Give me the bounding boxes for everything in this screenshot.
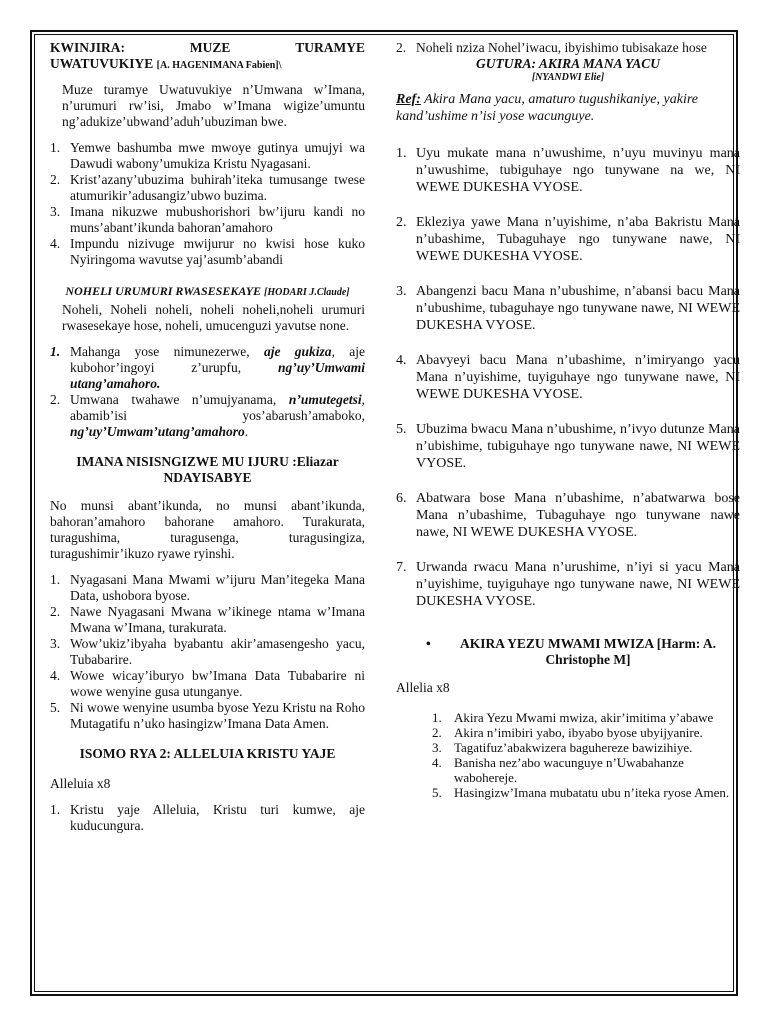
list-item [50,636,365,668]
list-item [432,755,740,785]
item-number: 1. [50,802,61,817]
item-text-emphasis: n’umutegetsi [288,392,362,407]
item-text: Wowe wicay’iburyo bw’Imana Data Tubabarire ni wowe wenyine gusa utunganye. [70,668,365,699]
verse-list [50,344,365,440]
section-subtitle: Allelia x8 [396,680,450,695]
list-item [50,572,365,604]
section-noheli [50,284,365,440]
verse-list [396,145,740,610]
section-imana [50,454,365,732]
list-item [432,710,740,725]
item-number: 2. [50,392,61,407]
verse-list [50,802,365,834]
item-number: 3. [396,284,407,299]
section-title [50,40,365,56]
item-text: Ubuzima bwacu Mana n’ubushime, n’ivyo dutunze Mana n’ubishime, tubiguhaye ngo tunywane nawe, NI WEWE VYOSE. [416,422,740,471]
item-text: Ni wowe wenyine usumba byose Yezu Kristu na Roho Mutagatifu n’uko hasingizw’Imana Data Amen. [70,700,365,731]
section-title-line2 [50,56,365,74]
right-column [396,40,740,800]
item-text: Nawe Nyagasani Mwana w’ikinege ntama w’Imana Mwana w’Imana, turakurata. [70,604,365,635]
item-text: Kristu yaje Alleluia, Kristu turi kumwe, aje kuducungura. [70,802,365,833]
list-item [50,700,365,732]
item-text: Akira n’imibiri yabo, ibyabo byose ubyijyanire. [454,725,703,740]
item-text: Krist’azany’ubuzima buhirah’iteka tumusange twese atumurikir’adusangiz’ubwo buzima. [70,172,365,203]
item-number: 5. [396,422,407,437]
list-item [50,204,365,236]
refrain [396,91,740,125]
title-text: AKIRA YEZU MWAMI MWIZA [Harm: A. Christophe M] [460,636,716,667]
item-text: , abamib’isi yos’abarush’amaboko, [70,392,366,423]
list-item [396,352,740,403]
item-text: Urwanda rwacu Mana n’urushime, n’iyi si yacu Mana n’uyishime, tuyiguhaye ngo tunywane nawe, NI WEWE DUKESHA VYOSE. [416,560,740,609]
item-number: 1. [396,146,407,161]
item-text: Mahanga yose nimunezerwe, [70,344,250,359]
refrain-text: Akira Mana yacu, amaturo tugushikaniye, yakire kand’ushime n’isi yose wacunguye. [396,92,698,124]
list-item [50,604,365,636]
item-number: 1. [50,140,61,155]
item-text-emphasis: ng’uy’Umwam’utang’amahoro [70,424,245,439]
item-text: , aje kubohor’ingoyi z’urupfu, [70,344,365,375]
section-title [396,636,740,668]
intro-paragraph: No munsi abant’ikunda, no munsi abant’ikunda, bahoran’amahoro bahorane amahoro. Turakurata, turagushima, turagusenga, turagusingiza, turagushimir’ikuzo ryawe ryinshi. [50,498,365,561]
item-text-emphasis: ng’uy’Umwami utang’amahoro. [70,360,365,391]
title-word: TURAMYE [295,40,365,55]
author: [A. HAGENIMANA Fabien]\ [156,60,282,71]
item-text: Yemwe bashumba mwe mwoye gutinya umujyi wa Dawudi wabony’umukiza Kristu Nyagasani. [70,140,365,171]
section-title [50,284,365,300]
title-word: MUZE [189,40,231,55]
author: [HODARI J.Claude] [264,287,350,298]
item-number: 2. [396,40,407,55]
section-title: ISOMO RYA 2: ALLELUIA KRISTU YAJE [79,746,336,761]
item-text: Banisha nez’abo wacunguye n’Uwabahanze wabohereje. [454,755,684,785]
list-item [396,421,740,472]
section-isomo [50,746,365,834]
item-text: Abatwara bose Mana n’ubashime, n’abatwarwa bose Mana n’ubashime, Tubaguhaye ngo tunywane nawe nawe, NI WEWE DUKESHA VYOSE. [416,491,740,540]
refrain-paragraph: Noheli, Noheli noheli, noheli noheli,noheli urumuri rwasesekaye hose, noheli, umucenguzi yavutse none. [62,302,365,333]
item-number: 4. [396,353,407,368]
list-item [396,490,740,541]
item-text: Akira Yezu Mwami mwiza, akir’imitima y’abawe [454,710,714,725]
list-item [50,344,365,392]
item-number: 2. [396,215,407,230]
list-item [396,145,740,196]
section-akira-yezu [396,636,740,800]
item-text: Imana nikuzwe mubushorishori bw’ijuru kandi no muns’abant’ikunda bahoran’amahoro [70,204,365,235]
list-item [432,725,740,740]
item-number: 4. [50,236,61,251]
item-number: 3. [50,204,61,219]
item-text: Nyagasani Mana Mwami w’ijuru Man’itegeka Mana Data, ushobora byose. [70,572,365,603]
verse-list [50,140,365,268]
list-item [50,236,365,268]
list-item [396,214,740,265]
item-number: 1. [432,710,442,725]
verse-list [50,572,365,732]
section-kwinjira [50,40,365,268]
intro-paragraph: Muze turamye Uwatuvukiye n’Umwana w’Imana, n’urumuri rw’isi, Jmabo w’Imana wigize’umuntu ng’adukize’ubwand’aduh’ubuziman bwe. [62,82,365,129]
refrain-label: Ref: [396,92,421,107]
item-number: 3. [432,740,442,755]
list-item [396,40,740,56]
list-item [50,172,365,204]
item-number: 5. [50,700,61,715]
item-text: Abangenzi bacu Mana n’ubushime, n’abansi bacu Mana n’ubushime, tubaguhaye ngo tunywane nawe, NI WEWE DUKESHA VYOSE. [416,284,740,333]
section-title: GUTURA: AKIRA MANA YACU [476,56,660,71]
item-text: Uyu mukate mana n’uwushime, n’uyu muvinyu mana n’uwushime, tubiguhaye ngo tunywane na we, NI WEWE DUKESHA VYOSE. [416,146,740,195]
list-item [396,559,740,610]
item-text-emphasis: aje gukiza [264,344,332,359]
list-item [50,392,365,440]
item-number: 2. [432,725,442,740]
item-number: 7. [396,560,407,575]
item-number: 4. [432,755,442,770]
list-item [50,140,365,172]
title-text: NOHELI URUMURI RWASESEKAYE [65,284,262,298]
item-number: 5. [432,785,442,800]
item-text: Umwana twahawe n’umujyanama, [70,392,277,407]
section-gutura [396,56,740,610]
list-item [432,785,740,800]
section-title: IMANA NISISNGIZWE MU IJURU :Eliazar NDAYISABYE [76,454,339,485]
item-text: . [244,424,249,439]
item-text: Wow’ukiz’ibyaha byabantu akir’amasengesho yacu, Tubabarire. [70,636,365,667]
title-word: KWINJIRA: [50,40,126,55]
author: [NYANDWI Elie] [531,72,605,83]
item-text: Ekleziya yawe Mana n’uyishime, n’aba Bakristu Mana n’ubashime, Tubaguhaye ngo tunywane nawe, NI WEWE DUKESHA VYOSE. [416,215,740,264]
item-number: 3. [50,636,61,651]
item-number: 1. [50,344,61,359]
item-text: Abavyeyi bacu Mana n’ubashime, n’imiryango yacu Mana n’uyishime, tuyiguhaye ngo tunywane nawe, NI WEWE DUKESHA VYOSE. [416,353,740,402]
item-number: 1. [50,572,61,587]
bullet-icon: • [426,636,431,651]
title-word: UWATUVUKIYE [50,56,154,71]
item-number: 6. [396,491,407,506]
item-text: Hasingizw’Imana mubatatu ubu n’iteka ryose Amen. [454,785,730,800]
list-item [50,802,365,834]
section-subtitle: Alleluia x8 [50,776,111,791]
item-text: Tagatifuz’abakwizera baguhereze bawizihiye. [454,740,693,755]
list-item [432,740,740,755]
verse-list [432,710,740,800]
item-text: Noheli nziza Nohel’iwacu, ibyishimo tubisakaze hose [416,40,707,55]
left-column [50,40,365,834]
list-item [396,283,740,334]
item-number: 4. [50,668,61,683]
item-number: 2. [50,604,61,619]
list-item [50,668,365,700]
item-text: Impundu nizivuge mwijurur no kwisi hose kuko Nyiringoma wavutse yaj’asumb’abandi [70,236,365,267]
item-number: 2. [50,172,61,187]
continued-list [396,40,740,56]
